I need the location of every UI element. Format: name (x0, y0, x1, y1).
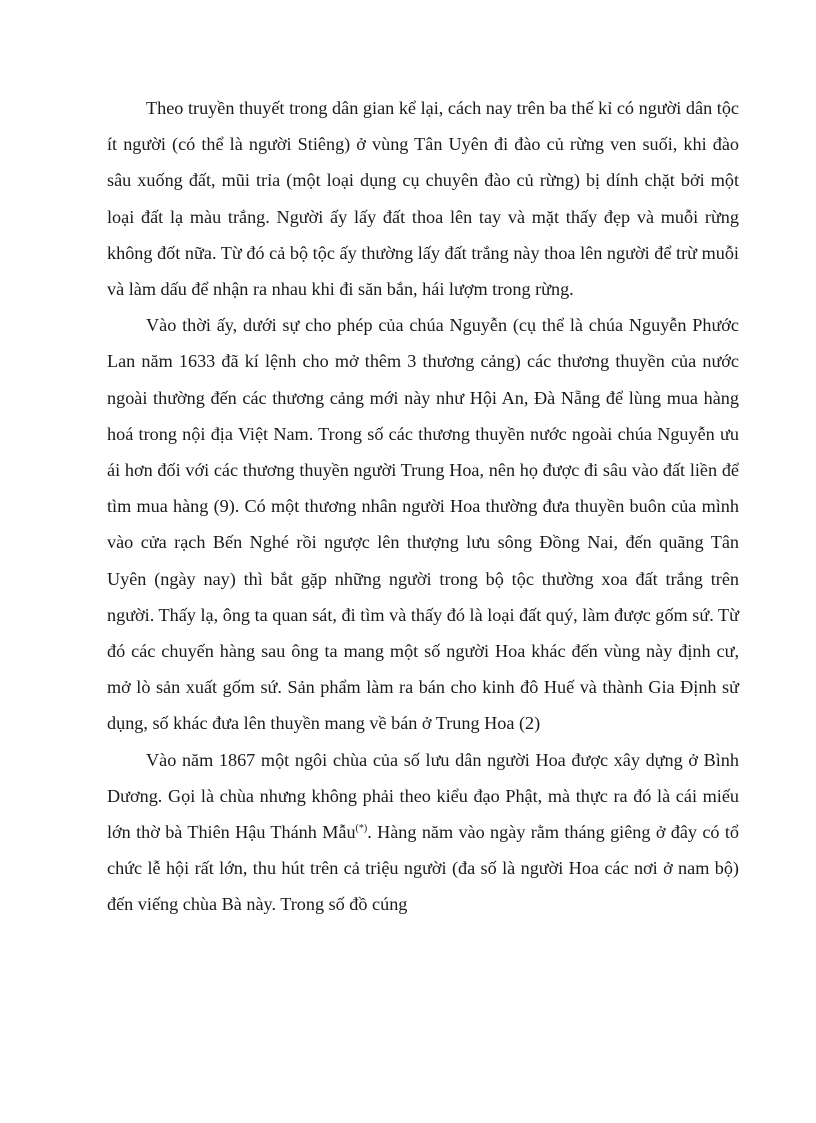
paragraph-trade-history: Vào thời ấy, dưới sự cho phép của chúa Nguyễn (cụ thể là chúa Nguyễn Phước Lan năm 1633 đã kí lệnh cho mở thêm 3 thương cảng) các thương thuyền của nước ngoài thường đến các thương cảng mới này như Hội An, Đà Nẵng để lùng mua hàng hoá trong nội địa Việt Nam. Trong số các thương thuyền nước ngoài chúa Nguyễn ưu ái hơn đối với các thương thuyền người Trung Hoa, nên họ được đi sâu vào đất liền để tìm mua hàng (9). Có một thương nhân người Hoa thường đưa thuyền buôn của mình vào cửa rạch Bến Nghé rồi ngược lên thượng lưu sông Đồng Nai, đến quãng Tân Uyên (ngày nay) thì bắt gặp những người trong bộ tộc thường xoa đất trắng trên người. Thấy lạ, ông ta quan sát, đi tìm và thấy đó là loại đất quý, làm được gốm sứ. Từ đó các chuyến hàng sau ông ta mang một số người Hoa khác đến vùng này định cư, mở lò sản xuất gốm sứ. Sản phẩm làm ra bán cho kinh đô Huế và thành Gia Định sử dụng, số khác đưa lên thuyền mang về bán ở Trung Hoa (2) (107, 315, 739, 734)
paragraph-legend: Theo truyền thuyết trong dân gian kể lại, cách nay trên ba thế kỉ có người dân tộc ít người (có thể là người Stiêng) ở vùng Tân Uyên đi đào củ rừng ven suối, khi đào sâu xuống đất, mũi trỉa (một loại dụng cụ chuyên đào củ rừng) bị dính chặt bởi một loại đất lạ màu trắng. Người ấy lấy đất thoa lên tay và mặt thấy đẹp và muỗi rừng không đốt nữa. Từ đó cả bộ tộc ấy thường lấy đất trắng này thoa lên người để trừ muỗi và làm dấu để nhận ra nhau khi đi săn bắn, hái lượm trong rừng. (107, 98, 739, 300)
footnote-marker: (*) (355, 823, 368, 834)
paragraph-temple-text-start: Vào năm 1867 một ngôi chùa của số lưu dân người Hoa được xây dựng ở Bình Dương. Gọi là chùa nhưng không phải theo kiểu đạo Phật, mà thực ra đó là cái miếu lớn thờ bà Thiên Hậu Thánh Mẫu (107, 749, 739, 843)
body-text (107, 90, 739, 923)
paragraph-temple-text-end: . Hàng năm vào ngày rằm tháng giêng ở đây có tổ chức lễ hội rất lớn, thu hút trên cả triệu người (đa số là người Hoa các nơi ở nam bộ) đến viếng chùa Bà này. Trong số đồ cúng (107, 822, 739, 915)
paragraph-temple (107, 742, 739, 923)
